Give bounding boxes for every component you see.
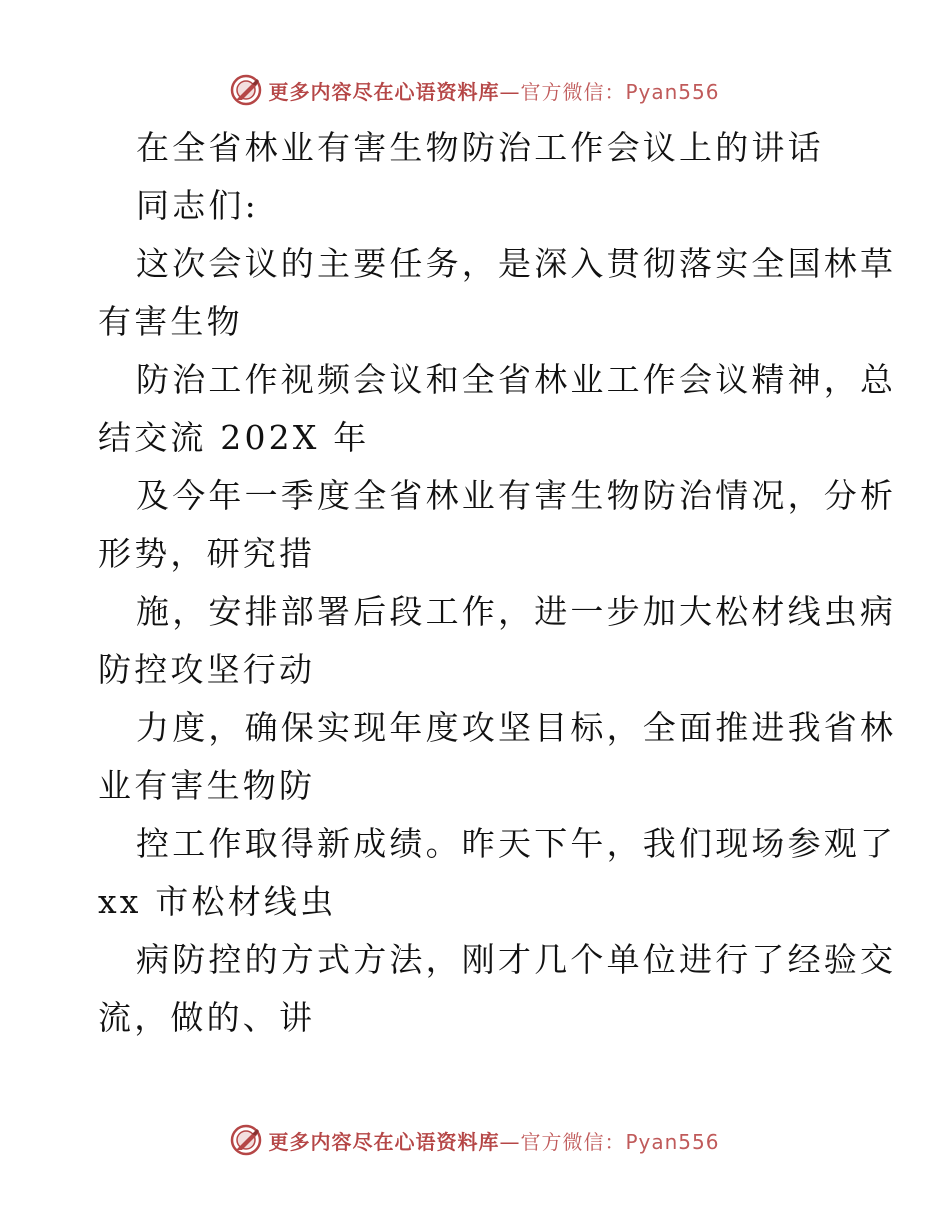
paragraph-line: 这次会议的主要任务，是深入贯彻落实全国林草 [136,244,897,283]
footer-watermark-banner [0,1120,950,1160]
paragraph-line: 力度，确保实现年度攻坚目标，全面推进我省林 [136,708,897,747]
paragraph-line: 病防控的方式方法，刚才几个单位进行了经验交 [136,940,897,979]
pen-logo-icon [230,1124,262,1156]
paragraph-line: xx 市松材线虫 [98,882,337,921]
paragraph-line: 及今年一季度全省林业有害生物防治情况，分析 [136,476,897,515]
paragraph-line: 有害生物 [98,302,243,341]
document-title: 在全省林业有害生物防治工作会议上的讲话 [136,128,824,167]
paragraph-line: 形势，研究措 [98,534,316,573]
pen-logo-icon [230,74,262,106]
paragraph-line: 流，做的、讲 [98,998,316,1037]
paragraph-line: 结交流 202X 年 [98,418,370,457]
footer-watermark-text: 更多内容尽在心语资料库—官方微信：Pyan556 [268,1129,720,1154]
paragraph-line: 施，安排部署后段工作，进一步加大松材线虫病 [136,592,897,631]
paragraph-line: 业有害生物防 [98,766,316,805]
header-watermark-banner [0,70,950,110]
salutation: 同志们: [136,186,259,225]
paragraph-line: 防控攻坚行动 [98,650,316,689]
header-watermark-text: 更多内容尽在心语资料库—官方微信：Pyan556 [268,79,720,104]
paragraph-line: 控工作取得新成绩。昨天下午，我们现场参观了 [136,824,897,863]
paragraph-line: 防治工作视频会议和全省林业工作会议精神，总 [136,360,897,399]
